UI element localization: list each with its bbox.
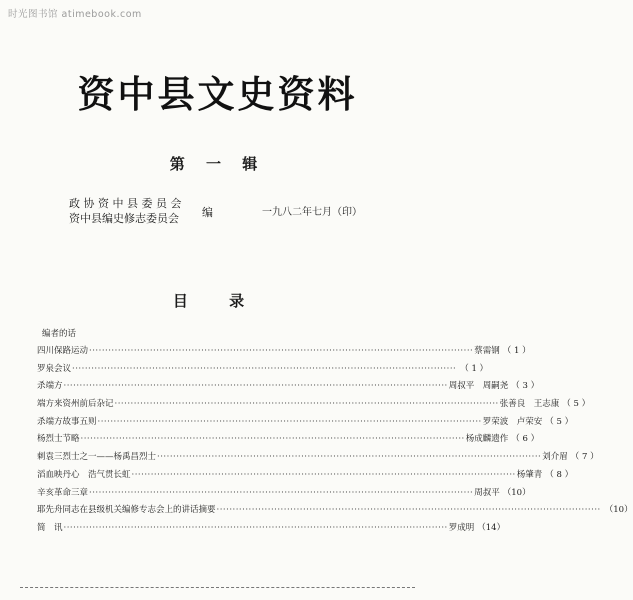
toc-entry-page: （ 3 ） <box>511 381 540 392</box>
toc-entry-title: 简 讯 <box>37 522 63 533</box>
toc-entry[interactable] <box>37 397 591 415</box>
toc-entry-page: （ 5 ） <box>545 416 574 427</box>
edit-mark: 编 <box>202 206 213 219</box>
toc-entry-page: （ 8 ） <box>545 469 574 480</box>
toc-entry-author: 刘介眉 <box>542 452 568 463</box>
toc-entry[interactable] <box>37 362 489 380</box>
toc-entry[interactable] <box>37 415 574 433</box>
toc-entry-page: （ 1 ） <box>460 363 489 374</box>
toc-entry-page: （14） <box>477 522 506 533</box>
leader-dots: ························································································································ <box>216 505 601 516</box>
toc-entry-page: （10） <box>604 505 633 516</box>
book-title: 资中县文史资料 <box>77 73 358 116</box>
toc-entry-author: 杨肇青 <box>516 469 543 480</box>
toc-entry-page: （ 6 ） <box>511 434 540 445</box>
toc-preface[interactable]: 编者的话 <box>42 329 77 339</box>
leader-dots: ························································································································ <box>72 363 457 374</box>
toc-entry[interactable] <box>37 432 540 450</box>
editor-line-2: 资中县编史修志委员会 <box>69 212 179 225</box>
leader-dots: ························································································································ <box>131 469 516 480</box>
toc-entry-title: 滔血映丹心 浩气贯长虹 <box>37 469 131 480</box>
toc-entry[interactable] <box>37 521 506 539</box>
editor-block <box>69 196 181 226</box>
toc-entry-author: 张善良 王志康 <box>499 399 560 410</box>
toc-entry[interactable] <box>37 503 633 521</box>
toc-entry-title: 罗泉会议 <box>37 363 72 374</box>
leader-dots: ························································································································ <box>157 452 542 463</box>
toc-entry-title: 四川保路运动 <box>37 346 89 356</box>
toc-entry-title: 杀端方 <box>37 381 63 392</box>
publication-date: 一九八二年七月（印） <box>262 207 362 218</box>
toc-entry-title: 辛亥革命三章 <box>37 487 89 498</box>
leader-dots: ························································································································ <box>89 346 474 356</box>
toc-entry-page: （ 5 ） <box>562 399 591 410</box>
bottom-divider <box>20 587 415 588</box>
toc-entry-title: 杀端方故事五则 <box>37 416 97 427</box>
toc-entry-author: 罗荣波 卢荣安 <box>482 416 543 427</box>
toc-entry[interactable] <box>37 468 574 486</box>
toc-entry-author: 蔡需钢 <box>474 346 500 356</box>
leader-dots: ························································································································ <box>63 522 448 533</box>
toc-entry-page: （10） <box>502 487 531 498</box>
toc-heading: 目 录 <box>172 292 263 310</box>
toc-entry[interactable] <box>37 344 531 362</box>
toc-entry[interactable] <box>37 450 599 468</box>
leader-dots: ························································································································ <box>63 381 448 392</box>
leader-dots: ························································································································ <box>114 399 499 410</box>
toc-list <box>37 344 633 539</box>
toc-entry-page: （ 1 ） <box>502 346 531 356</box>
leader-dots: ························································································································ <box>80 434 465 445</box>
site-watermark: 时光图书馆 atimebook.com <box>8 9 142 20</box>
toc-entry[interactable] <box>37 486 531 504</box>
volume-label: 第 一 辑 <box>169 155 266 173</box>
toc-entry-author: 罗成明 <box>448 522 475 533</box>
toc-entry-author: 杨成麟遗作 <box>465 434 509 445</box>
toc-entry-title: 刺袁三烈士之一——杨禹昌烈士 <box>37 452 157 463</box>
toc-entry-author: 周叔平 周嗣尧 <box>448 381 509 392</box>
toc-entry-title: 耶先舟同志在县级机关编修专志会上的讲话摘要 <box>37 505 216 516</box>
toc-entry-author: 周叔平 <box>474 487 500 498</box>
editor-line-1: 政 协 资 中 县 委 员 会 <box>69 197 182 210</box>
toc-entry-page: （ 7 ） <box>570 452 599 463</box>
leader-dots: ························································································································ <box>89 487 474 498</box>
toc-entry-title: 端方来资州前后杂记 <box>37 399 114 410</box>
toc-entry-title: 杨烈士节略 <box>37 434 80 445</box>
toc-entry[interactable] <box>37 379 540 397</box>
leader-dots: ························································································································ <box>97 416 482 427</box>
